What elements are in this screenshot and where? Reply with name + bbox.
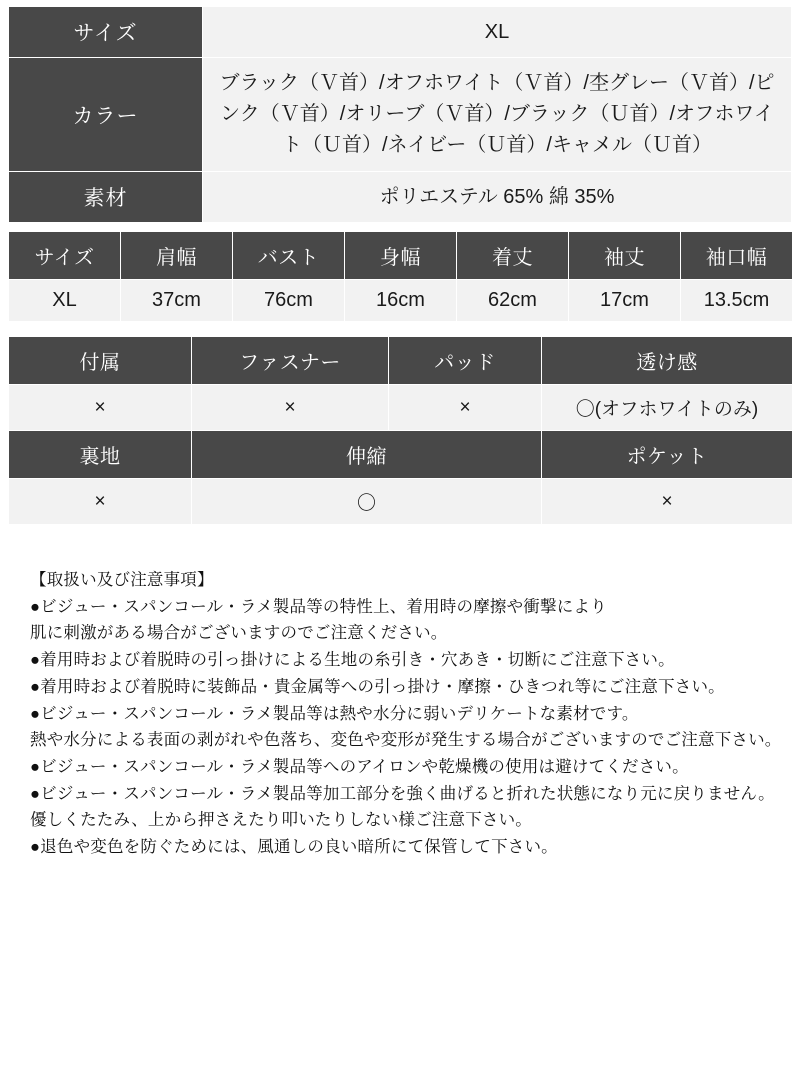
feat-value-zipper: × xyxy=(192,385,389,431)
spec-label-color: カラー xyxy=(9,58,203,172)
meas-header-width: 身幅 xyxy=(345,232,457,280)
care-note-line: ●ビジュー・スパンコール・ラメ製品等の特性上、着用時の摩擦や衝撃により xyxy=(30,597,607,616)
care-note-line: ●ビジュー・スパンコール・ラメ製品等へのアイロンや乾燥機の使用は避けてください。 xyxy=(30,758,689,777)
feat-header-sheerness: 透け感 xyxy=(542,337,793,385)
table-row xyxy=(9,58,792,172)
table-row xyxy=(9,280,793,322)
product-spec-page xyxy=(0,6,800,1073)
meas-value-size: XL xyxy=(9,280,121,322)
feat-value-accessory: × xyxy=(9,385,192,431)
care-note-line: ●退色や変色を防ぐためには、風通しの良い暗所にて保管して下さい。 xyxy=(30,838,558,857)
care-notes xyxy=(8,567,792,861)
meas-header-shoulder: 肩幅 xyxy=(121,232,233,280)
meas-value-cuff-width: 13.5cm xyxy=(681,280,793,322)
meas-value-shoulder: 37cm xyxy=(121,280,233,322)
care-note-line: ●ビジュー・スパンコール・ラメ製品等は熱や水分に弱いデリケートな素材です。 xyxy=(30,704,639,723)
table-header-row xyxy=(9,431,793,479)
spec-table xyxy=(8,6,792,223)
spec-label-size: サイズ xyxy=(9,7,203,58)
table-row xyxy=(9,7,792,58)
spec-label-material: 素材 xyxy=(9,172,203,223)
feat-value-lining: × xyxy=(9,479,192,525)
feature-table xyxy=(8,336,793,525)
table-header-row xyxy=(9,337,793,385)
meas-value-bust: 76cm xyxy=(233,280,345,322)
care-note-line: 優しくたたみ、上から押さえたり叩いたりしない様ご注意下さい。 xyxy=(30,811,532,830)
care-notes-title: 【取扱い及び注意事項】 xyxy=(30,571,214,589)
table-row xyxy=(9,479,793,525)
feat-header-zipper: ファスナー xyxy=(192,337,389,385)
feat-header-accessory: 付属 xyxy=(9,337,192,385)
care-note-line: 肌に刺激がある場合がございますのでご注意ください。 xyxy=(30,624,448,643)
meas-header-length: 着丈 xyxy=(457,232,569,280)
measurement-table xyxy=(8,231,793,322)
spec-value-material: ポリエステル 65% 綿 35% xyxy=(203,172,792,223)
meas-header-size: サイズ xyxy=(9,232,121,280)
meas-value-length: 62cm xyxy=(457,280,569,322)
meas-value-width: 16cm xyxy=(345,280,457,322)
spec-value-color: ブラック（Ｖ首）/オフホワイト（Ｖ首）/杢グレー（Ｖ首）/ピンク（Ｖ首）/オリーブ（Ｖ首）/ブラック（Ｕ首）/オフホワイト（Ｕ首）/ネイビー（Ｕ首）/キャメル（Ｕ首） xyxy=(203,58,792,172)
care-note-line: ●着用時および着脱時に装飾品・貴金属等への引っ掛け・摩擦・ひきつれ等にご注意下さい。 xyxy=(30,677,725,696)
feat-value-sheerness: 〇(オフホワイトのみ) xyxy=(542,385,793,431)
table-header-row xyxy=(9,232,793,280)
meas-value-sleeve-length: 17cm xyxy=(569,280,681,322)
feat-value-pocket: × xyxy=(542,479,793,525)
care-note-line: 熱や水分による表面の剥がれや色落ち、変色や変形が発生する場合がございますのでご注意下さい。 xyxy=(30,731,782,750)
meas-header-sleeve-length: 袖丈 xyxy=(569,232,681,280)
feat-value-pad: × xyxy=(389,385,542,431)
feat-value-stretch: 〇 xyxy=(192,479,542,525)
meas-header-bust: バスト xyxy=(233,232,345,280)
care-note-line: ●ビジュー・スパンコール・ラメ製品等加工部分を強く曲げると折れた状態になり元に戻りません。 xyxy=(30,784,775,803)
spec-value-size: XL xyxy=(203,7,792,58)
feat-header-pad: パッド xyxy=(389,337,542,385)
feat-header-lining: 裏地 xyxy=(9,431,192,479)
feat-header-pocket: ポケット xyxy=(542,431,793,479)
meas-header-cuff-width: 袖口幅 xyxy=(681,232,793,280)
care-note-line: ●着用時および着脱時の引っ掛けによる生地の糸引き・穴あき・切断にご注意下さい。 xyxy=(30,651,675,670)
table-row xyxy=(9,172,792,223)
table-row xyxy=(9,385,793,431)
feat-header-stretch: 伸縮 xyxy=(192,431,542,479)
